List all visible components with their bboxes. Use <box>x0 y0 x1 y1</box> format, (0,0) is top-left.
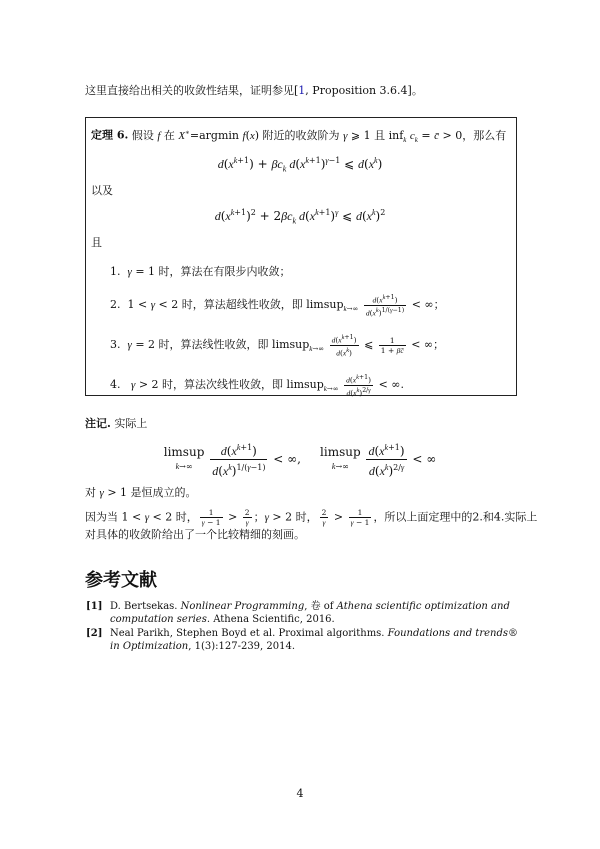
theorem-item-1: 1. γ = 1 时，算法在有限步内收敛； <box>110 265 291 278</box>
theorem-equation-2: $d(x^{k+1})^2 + 2\beta c_k$ $d(x^{k+1})^\gamma$ ⩽ $d(x^k)^2$ <box>214 208 386 226</box>
theorem-label: 定理 6. <box>91 128 129 142</box>
theorem-item-3: 3. γ = 2 时，算法线性收敛，即 limsup$_{k\to\infty}$ $\frac{d(x^{k+1})}{d(x^k)}$ ⩽ $\frac{1}{1 + \beta c̄}$ < ∞； <box>110 334 445 357</box>
page-number: 4 <box>296 787 304 800</box>
citation-link[interactable]: 1 <box>298 84 306 97</box>
reference-label: [2] <box>86 628 103 639</box>
remark-reason-line-1: 因为当 1 < γ < 2 时， $\frac{1}{\gamma - 1}$ > $\frac{2}{\gamma}$ ；γ > 2 时， $\frac{2}{\gamma}$ > $\frac{1}{\gamma - 1}$ ，所以上面定理中的2.和4.实际上 <box>85 508 538 527</box>
remark-text: 实际上 <box>114 417 148 430</box>
theorem-equation-1: $d(x^{k+1}) + \beta c_k$ $d(x^{k+1})^{\gamma-1}$ ⩽ $d(x^k)$ <box>217 156 383 174</box>
theorem-connector-1: 以及 <box>91 184 113 197</box>
remark <box>85 417 147 431</box>
remark-after-eq: 对 γ > 1 是恒成立的。 <box>85 486 197 499</box>
remark-label: 注记. <box>85 417 111 430</box>
theorem-item-4: 4. γ > 2 时，算法次线性收敛，即 limsup$_{k\to\infty}$ $\frac{d(x^{k+1})}{d(x^k)^{2/\gamma}}$ < ∞. <box>110 374 404 397</box>
reference-body: D. Bertsekas. Nonlinear Programming, 卷 of Athena scientific optimization and computation series. Athena Scientific, 2016. <box>110 601 510 625</box>
reference-body: Neal Parikh, Stephen Boyd et al. Proximal algorithms. Foundations and trends® in Optimization, 1(3):127-239, 2014. <box>110 628 518 652</box>
reference-label: [1] <box>86 601 103 612</box>
theorem-item-2: 2. 1 < γ < 2 时，算法超线性收敛，即 limsup$_{k\to\infty}$ $\frac{d(x^{k+1})}{d(x^k)^{1/(\gamma-1)}}$ < ∞； <box>110 294 445 317</box>
intro-text-end: , Proposition 3.6.4]。 <box>305 84 423 97</box>
references-heading: 参考文献 <box>85 570 157 591</box>
theorem-statement: 定理 6. 假设 f 在 X∗=argmin f(x) 附近的收敛阶为 γ ⩾ 1 且 inf$_k$ $c_k$ = c̄ > 0，那么有 <box>91 128 507 144</box>
remark-reason-line-2: 对具体的收敛阶给出了一个比较精细的刻画。 <box>85 528 305 541</box>
theorem-connector-2: 且 <box>91 236 102 249</box>
intro-paragraph <box>85 84 423 98</box>
intro-text: 这里直接给出相关的收敛性结果，证明参见[ <box>85 84 299 97</box>
remark-equation: limsup k→∞ $\frac{d(x^{k+1})}{d(x^k)^{1/(\gamma-1)}}$ < ∞, limsup k→∞ $\frac{d(x^{k+1})}{d(x^k)^{2/\gamma}}$ < ∞ <box>0 440 600 479</box>
